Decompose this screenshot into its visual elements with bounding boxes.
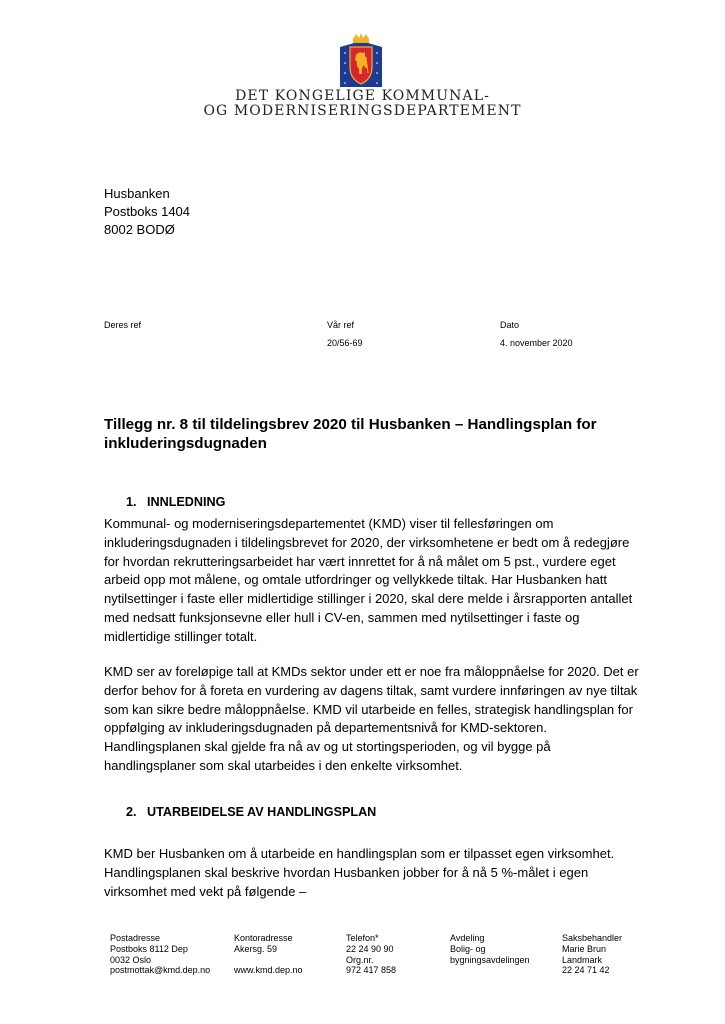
footer-value: bygningsavdelingen: [450, 954, 530, 965]
footer-kontoradresse: [234, 933, 303, 976]
section-heading-text: UTARBEIDELSE AV HANDLINGSPLAN: [147, 805, 377, 819]
paragraph-1: [104, 515, 664, 647]
footer-value: 22 24 71 42: [562, 965, 610, 976]
section-number: 2.: [126, 805, 137, 819]
footer-saksbehandler: [562, 933, 622, 976]
footer-label: Avdeling: [450, 933, 485, 943]
footer-label: Saksbehandler: [562, 933, 623, 943]
recipient-address: Postboks 1404: [104, 204, 191, 219]
text-line: midlertidige stillinger totalt.: [104, 628, 258, 644]
footer-value: Landmark: [562, 954, 603, 965]
text-line: Kommunal- og moderniseringsdepartementet (KMD) viser til fellesføringen om: [104, 516, 554, 531]
text-line: KMD ser av foreløpige tall at KMDs sektor under ett er noe fra måloppnåelse for 2020. Det er: [104, 664, 639, 679]
ministry-name-line1: DET KONGELIGE KOMMUNAL-: [235, 88, 490, 104]
text-line: KMD ber Husbanken om å utarbeide en handlingsplan som er tilpasset egen virksomhet.: [104, 846, 615, 861]
footer-email: postmottak@kmd.dep.no: [110, 965, 211, 976]
footer-label: Telefon*: [346, 933, 379, 943]
footer-value: Postboks 8112 Dep: [110, 943, 188, 954]
footer-value: Org.nr.: [346, 954, 374, 965]
text-line: inkluderingsdugnaden i tildelingsbrevet for 2020, der virksomhetene er bedt om å redegjøre: [104, 534, 630, 550]
footer-label: Kontoradresse: [234, 933, 293, 943]
footer-value: [234, 955, 303, 966]
section-heading-2: [126, 805, 376, 819]
footer-telefon: [346, 933, 396, 976]
deres-ref-label: Deres ref: [104, 320, 142, 330]
text-line: virksomhet med vekt på følgende –: [104, 883, 307, 899]
norwegian-coat-of-arms-icon: [338, 33, 384, 91]
text-line: arbeid opp mot målene, og omtale utfordringer og vellykkede tiltak. Har Husbanken hatt: [104, 572, 607, 588]
footer-website: www.kmd.dep.no: [234, 965, 303, 976]
dato-value: 4. november 2020: [500, 338, 573, 348]
footer-label: Postadresse: [110, 933, 161, 943]
text-line: for hvordan rekrutteringsarbeidet har vært innrettet for å nå målet om 5 pst., vurdere eget: [104, 553, 616, 569]
paragraph-3: [104, 845, 664, 901]
text-line: derfor behov for å foreta en vurdering av dagens tiltak, samt vurdere innføringen av nye tiltak: [104, 682, 638, 698]
text-line: med nedsatt funksjonsevne eller hull i CV-en, sammen med nytilsettinger i faste og: [104, 609, 580, 625]
recipient-name: Husbanken: [104, 186, 170, 201]
footer-avdeling: [450, 933, 530, 965]
footer-value: Marie Brun: [562, 943, 607, 954]
footer-value: 0032 Oslo: [110, 954, 152, 965]
footer-postadresse: [110, 933, 210, 976]
var-ref-label: Vår ref: [327, 320, 355, 330]
text-line: Handlingsplanen skal gjelde fra nå av og ut stortingsperioden, og vil bygge på: [104, 739, 551, 755]
text-line: oppfølging av inkluderingsdugnaden på departementsnivå for KMD-sektoren.: [104, 720, 547, 736]
section-heading-1: [126, 495, 225, 509]
text-line: handlingsplaner som skal utarbeides i den enkelte virksomhet.: [104, 757, 463, 773]
ministry-name-line2: OG MODERNISERINGSDEPARTEMENT: [203, 103, 522, 119]
section-number: 1.: [126, 495, 137, 509]
text-line: Handlingsplanen skal beskrive hvordan Husbanken jobber for å nå 5 %-målet i egen: [104, 864, 589, 880]
section-heading-text: INNLEDNING: [147, 495, 226, 509]
letter-title: Tillegg nr. 8 til tildelingsbrev 2020 til Husbanken – Handlingsplan for inkluderingsdugnaden: [104, 416, 597, 452]
footer-value: Bolig- og: [450, 943, 486, 954]
dato-label: Dato: [500, 320, 520, 330]
text-line: som kan sikre bedre måloppnåelse. KMD vil utarbeide en felles, strategisk handlingsplan for: [104, 701, 633, 717]
text-line: nytilsettinger i faste eller midlertidige stillinger i 2020, skal dere melde i årsrapporten antallet: [104, 591, 633, 607]
var-ref-value: 20/56-69: [327, 338, 363, 348]
footer-value: 972 417 858: [346, 965, 397, 976]
footer-value: Akersg. 59: [234, 943, 278, 954]
footer-value: 22 24 90 90: [346, 943, 394, 954]
recipient-city: 8002 BODØ: [104, 222, 175, 237]
paragraph-2: [104, 663, 664, 776]
